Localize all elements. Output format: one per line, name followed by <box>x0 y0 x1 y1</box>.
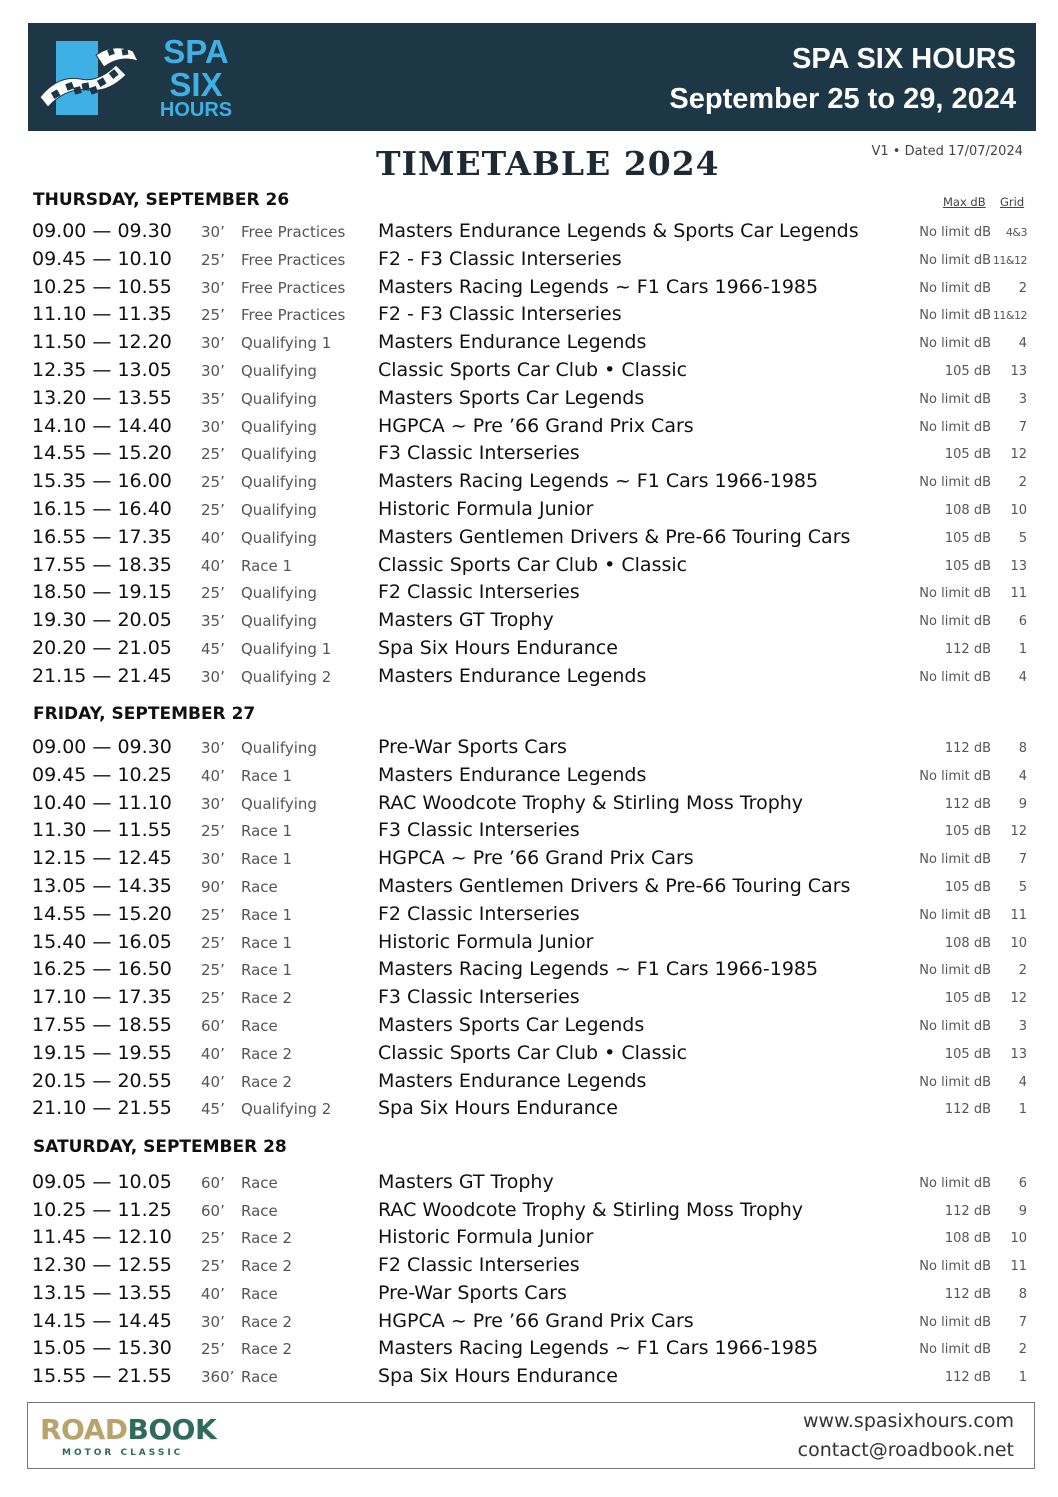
session-type: Race 2 <box>241 1312 293 1331</box>
schedule-row <box>0 1014 1058 1042</box>
max-db-value: No limit dB <box>919 1176 991 1191</box>
max-db-value: No limit dB <box>919 308 991 324</box>
grid-number: 7 <box>1018 852 1027 868</box>
grid-number: 13 <box>1010 364 1027 379</box>
session-time: 14.55 — 15.20 <box>32 442 172 465</box>
session-duration: 40’ <box>201 556 225 575</box>
max-db-value: 108 dB <box>944 1231 991 1247</box>
schedule-row <box>0 1365 1058 1393</box>
column-header-grid: Grid <box>1000 195 1025 209</box>
page-title: TIMETABLE 2024 <box>376 144 720 183</box>
session-time: 17.55 — 18.55 <box>32 1014 172 1036</box>
grid-number: 5 <box>1018 880 1027 895</box>
max-db-value: No limit dB <box>919 475 991 491</box>
session-duration: 25’ <box>201 584 225 603</box>
grid-number: 8 <box>1018 1286 1027 1302</box>
grid-number: 13 <box>1010 558 1027 574</box>
session-time: 21.15 — 21.45 <box>32 664 172 687</box>
schedule-row <box>0 764 1058 792</box>
session-type: Qualifying <box>241 584 317 603</box>
grid-number: 2 <box>1018 280 1027 296</box>
grid-number: 2 <box>1018 1342 1027 1358</box>
session-time: 14.15 — 14.45 <box>32 1309 172 1332</box>
session-time: 12.35 — 13.05 <box>32 359 172 381</box>
session-duration: 60’ <box>201 1174 225 1192</box>
event-title: SPA SIX HOURS <box>792 43 1016 75</box>
session-time: 16.55 — 17.35 <box>32 525 172 548</box>
race-name: F2 - F3 Classic Interseries <box>378 247 622 270</box>
race-name: Spa Six Hours Endurance <box>378 637 618 659</box>
grid-number: 11 <box>1010 1259 1027 1275</box>
session-time: 09.45 — 10.25 <box>32 763 172 786</box>
roadbook-subtitle: MOTOR CLASSIC <box>62 1448 184 1458</box>
session-duration: 40’ <box>201 1044 225 1063</box>
race-name: F2 Classic Interseries <box>378 902 580 925</box>
session-type: Race 1 <box>241 905 293 924</box>
session-type: Qualifying <box>241 794 317 813</box>
session-type: Qualifying 1 <box>241 640 332 658</box>
session-duration: 90’ <box>201 878 225 896</box>
session-duration: 60’ <box>201 1201 225 1220</box>
session-time: 11.30 — 11.55 <box>32 819 172 842</box>
schedule-row <box>0 1042 1058 1070</box>
schedule-row <box>0 554 1058 582</box>
schedule-row <box>0 331 1058 359</box>
grid-number: 1 <box>1018 1102 1027 1118</box>
session-time: 14.55 — 15.20 <box>32 902 172 925</box>
schedule-row <box>0 220 1058 248</box>
schedule-row <box>0 1310 1058 1338</box>
session-duration: 60’ <box>201 1017 225 1035</box>
race-name: Masters Racing Legends ~ F1 Cars 1966-1985 <box>378 275 819 298</box>
race-name: Spa Six Hours Endurance <box>378 1097 618 1120</box>
session-type: Race 2 <box>241 989 293 1008</box>
max-db-value: 112 dB <box>944 1102 991 1118</box>
max-db-value: 108 dB <box>944 935 991 951</box>
session-type: Race 2 <box>241 1044 293 1063</box>
grid-number: 4&3 <box>1005 226 1027 239</box>
session-time: 18.50 — 19.15 <box>32 581 172 604</box>
race-name: Masters Racing Legends ~ F1 Cars 1966-1985 <box>378 1337 819 1360</box>
max-db-value: No limit dB <box>919 225 991 240</box>
session-time: 21.10 — 21.55 <box>32 1097 172 1120</box>
grid-number: 10 <box>1010 935 1027 951</box>
max-db-value: No limit dB <box>919 614 991 630</box>
max-db-value: 105 dB <box>944 824 991 840</box>
grid-number: 4 <box>1018 768 1027 784</box>
max-db-value: No limit dB <box>919 669 991 685</box>
race-name: HGPCA ~ Pre ’66 Grand Prix Cars <box>378 847 694 870</box>
schedule-row <box>0 442 1058 470</box>
session-type: Race <box>241 1201 278 1220</box>
session-time: 20.15 — 20.55 <box>32 1069 172 1092</box>
schedule-row <box>0 1199 1058 1227</box>
schedule-row <box>0 986 1058 1014</box>
max-db-value: No limit dB <box>919 586 991 602</box>
session-type: Qualifying <box>241 612 317 631</box>
max-db-value: 105 dB <box>944 447 991 463</box>
session-duration: 30’ <box>201 362 225 380</box>
session-duration: 40’ <box>201 1284 225 1303</box>
race-name: F2 Classic Interseries <box>378 1254 580 1277</box>
session-time: 13.20 — 13.55 <box>32 386 172 409</box>
session-time: 15.05 — 15.30 <box>32 1337 172 1360</box>
schedule-row <box>0 303 1058 331</box>
race-name: Historic Formula Junior <box>378 498 594 520</box>
race-name: Masters GT Trophy <box>378 1171 554 1193</box>
max-db-value: No limit dB <box>919 1074 991 1090</box>
column-header-max-db: Max dB <box>943 195 986 209</box>
race-name: RAC Woodcote Trophy & Stirling Moss Trophy <box>378 1198 804 1221</box>
session-type: Race 2 <box>241 1072 293 1091</box>
session-type: Race 2 <box>241 1257 293 1276</box>
day-heading: FRIDAY, SEPTEMBER 27 <box>33 704 256 724</box>
max-db-value: 112 dB <box>944 1203 991 1219</box>
day-heading: THURSDAY, SEPTEMBER 26 <box>33 190 290 210</box>
max-db-value: No limit dB <box>919 391 991 407</box>
race-name: Spa Six Hours Endurance <box>378 1364 618 1387</box>
grid-number: 10 <box>1010 503 1027 518</box>
session-type: Qualifying <box>241 739 317 757</box>
session-type: Race 1 <box>241 766 293 785</box>
session-time: 13.05 — 14.35 <box>32 875 172 897</box>
grid-number: 4 <box>1018 1074 1027 1090</box>
schedule-row <box>0 792 1058 820</box>
logo-line-3: HOURS <box>159 99 233 121</box>
session-time: 09.05 — 10.05 <box>32 1171 172 1193</box>
max-db-value: 105 dB <box>944 558 991 574</box>
session-time: 10.25 — 11.25 <box>32 1198 172 1221</box>
max-db-value: No limit dB <box>919 1019 991 1034</box>
schedule-row <box>0 470 1058 498</box>
max-db-value: 105 dB <box>944 880 991 895</box>
session-type: Race 1 <box>241 961 293 980</box>
session-time: 12.15 — 12.45 <box>32 847 172 870</box>
grid-number: 9 <box>1018 796 1027 812</box>
session-duration: 25’ <box>201 501 225 519</box>
max-db-value: No limit dB <box>919 768 991 784</box>
session-duration: 30’ <box>201 334 225 353</box>
session-type: Free Practices <box>241 306 346 325</box>
schedule-row <box>0 637 1058 665</box>
max-db-value: No limit dB <box>919 280 991 296</box>
race-name: F3 Classic Interseries <box>378 442 580 465</box>
session-duration: 25’ <box>201 822 225 841</box>
max-db-value: No limit dB <box>919 252 991 268</box>
grid-number: 7 <box>1018 419 1027 435</box>
max-db-value: No limit dB <box>919 963 991 979</box>
grid-number: 13 <box>1010 1046 1027 1062</box>
session-type: Qualifying <box>241 501 317 519</box>
race-name: RAC Woodcote Trophy & Stirling Moss Trophy <box>378 791 804 814</box>
grid-number: 2 <box>1018 475 1027 491</box>
website-link[interactable]: www.spasixhours.com <box>803 1410 1014 1432</box>
session-duration: 25’ <box>201 1340 225 1359</box>
day-heading: SATURDAY, SEPTEMBER 28 <box>33 1137 287 1157</box>
race-name: F3 Classic Interseries <box>378 819 580 842</box>
max-db-value: No limit dB <box>919 907 991 923</box>
race-name: Masters Racing Legends ~ F1 Cars 1966-1985 <box>378 470 819 493</box>
session-type: Qualifying <box>241 445 317 464</box>
session-time: 14.10 — 14.40 <box>32 414 172 437</box>
max-db-value: 105 dB <box>944 1046 991 1062</box>
max-db-value: No limit dB <box>919 852 991 868</box>
event-dates: September 25 to 29, 2024 <box>669 83 1016 115</box>
race-name: F3 Classic Interseries <box>378 986 580 1009</box>
session-time: 20.20 — 21.05 <box>32 637 172 659</box>
session-duration: 40’ <box>201 528 225 547</box>
session-time: 09.00 — 09.30 <box>32 220 172 242</box>
schedule-row <box>0 498 1058 526</box>
session-type: Free Practices <box>241 278 346 297</box>
email-link[interactable]: contact@roadbook.net <box>797 1439 1014 1461</box>
session-duration: 30’ <box>201 417 225 436</box>
session-type: Race 2 <box>241 1229 293 1248</box>
grid-number: 7 <box>1018 1314 1027 1330</box>
schedule-row <box>0 903 1058 931</box>
grid-number: 12 <box>1010 824 1027 840</box>
session-type: Race 1 <box>241 850 293 869</box>
session-type: Race <box>241 1284 278 1303</box>
grid-number: 1 <box>1018 642 1027 657</box>
race-name: Classic Sports Car Club • Classic <box>378 553 688 576</box>
race-name: HGPCA ~ Pre ’66 Grand Prix Cars <box>378 414 694 437</box>
grid-number: 4 <box>1018 336 1027 352</box>
session-type: Free Practices <box>241 223 346 241</box>
session-duration: 30’ <box>201 278 225 297</box>
schedule-row <box>0 1226 1058 1254</box>
grid-number: 6 <box>1018 614 1027 630</box>
session-duration: 30’ <box>201 1312 225 1331</box>
session-duration: 35’ <box>201 389 225 408</box>
session-duration: 30’ <box>201 794 225 813</box>
logo-line-2: SIX <box>169 66 223 103</box>
race-name: Masters GT Trophy <box>378 609 554 632</box>
schedule-row <box>0 359 1058 387</box>
schedule-row <box>0 736 1058 764</box>
max-db-value: 112 dB <box>944 1286 991 1302</box>
race-name: Masters Endurance Legends <box>378 1069 647 1092</box>
session-type: Race 2 <box>241 1340 293 1359</box>
roadbook-logo <box>40 1413 216 1446</box>
grid-number: 9 <box>1018 1203 1027 1219</box>
race-name: Pre-War Sports Cars <box>378 1281 567 1304</box>
race-name: Masters Gentlemen Drivers & Pre-66 Touring Cars <box>378 525 851 548</box>
session-duration: 45’ <box>201 1100 225 1119</box>
schedule-row <box>0 1282 1058 1310</box>
session-type: Qualifying 2 <box>241 1100 332 1119</box>
max-db-value: 108 dB <box>944 503 991 518</box>
schedule-row <box>0 1097 1058 1125</box>
max-db-value: No limit dB <box>919 1314 991 1330</box>
session-time: 09.00 — 09.30 <box>32 736 172 758</box>
session-duration: 30’ <box>201 223 225 241</box>
grid-number: 11 <box>1010 907 1027 923</box>
race-name: Historic Formula Junior <box>378 930 594 953</box>
session-type: Qualifying <box>241 362 317 380</box>
session-duration: 25’ <box>201 1257 225 1276</box>
race-name: Masters Endurance Legends & Sports Car Legends <box>378 220 859 242</box>
checkered-flag-icon <box>38 35 148 121</box>
race-name: Historic Formula Junior <box>378 1226 594 1249</box>
session-duration: 40’ <box>201 1072 225 1091</box>
race-name: HGPCA ~ Pre ’66 Grand Prix Cars <box>378 1309 694 1332</box>
schedule-row <box>0 609 1058 637</box>
grid-number: 12 <box>1010 991 1027 1007</box>
session-duration: 40’ <box>201 766 225 785</box>
max-db-value: 112 dB <box>944 642 991 657</box>
session-type: Race 1 <box>241 822 293 841</box>
session-time: 19.30 — 20.05 <box>32 609 172 632</box>
schedule-row <box>0 665 1058 693</box>
max-db-value: No limit dB <box>919 1342 991 1358</box>
session-time: 09.45 — 10.10 <box>32 247 172 270</box>
session-time: 11.50 — 12.20 <box>32 331 172 354</box>
session-duration: 30’ <box>201 739 225 757</box>
logo-wordmark <box>146 35 246 120</box>
grid-number: 11&12 <box>992 309 1027 323</box>
session-duration: 25’ <box>201 933 225 952</box>
session-type: Qualifying <box>241 473 317 492</box>
session-duration: 25’ <box>201 989 225 1008</box>
session-type: Qualifying <box>241 528 317 547</box>
session-type: Free Practices <box>241 250 346 269</box>
session-time: 10.25 — 10.55 <box>32 275 172 298</box>
session-time: 13.15 — 13.55 <box>32 1281 172 1304</box>
session-type: Qualifying 2 <box>241 667 332 686</box>
grid-number: 6 <box>1018 1176 1027 1191</box>
schedule-row <box>0 931 1058 959</box>
race-name: Masters Endurance Legends <box>378 664 647 687</box>
session-type: Race <box>241 1017 278 1035</box>
max-db-value: 105 dB <box>944 530 991 546</box>
schedule-row <box>0 581 1058 609</box>
session-type: Qualifying <box>241 389 317 408</box>
race-name: Masters Sports Car Legends <box>378 386 645 409</box>
race-name: Masters Gentlemen Drivers & Pre-66 Touring Cars <box>378 875 851 897</box>
race-name: Masters Sports Car Legends <box>378 1014 645 1036</box>
race-name: F2 - F3 Classic Interseries <box>378 303 622 326</box>
schedule-row <box>0 276 1058 304</box>
session-duration: 25’ <box>201 445 225 464</box>
footer <box>27 1402 1035 1469</box>
session-type: Qualifying <box>241 417 317 436</box>
roadbook-logo-book: BOOK <box>127 1413 217 1446</box>
session-duration: 35’ <box>201 612 225 631</box>
session-duration: 25’ <box>201 961 225 980</box>
session-duration: 25’ <box>201 250 225 269</box>
race-name: Classic Sports Car Club • Classic <box>378 1041 688 1064</box>
session-type: Race <box>241 1367 278 1386</box>
race-name: Classic Sports Car Club • Classic <box>378 359 688 381</box>
session-duration: 360’ <box>201 1367 235 1386</box>
roadbook-logo-road: ROAD <box>40 1413 128 1446</box>
session-type: Qualifying 1 <box>241 334 332 353</box>
grid-number: 11&12 <box>992 253 1027 267</box>
max-db-value: No limit dB <box>919 419 991 435</box>
grid-number: 3 <box>1018 1019 1027 1034</box>
max-db-value: No limit dB <box>919 336 991 352</box>
session-duration: 25’ <box>201 905 225 924</box>
grid-number: 5 <box>1018 530 1027 546</box>
session-duration: 25’ <box>201 1229 225 1248</box>
race-name: Masters Racing Legends ~ F1 Cars 1966-1985 <box>378 958 819 981</box>
schedule-row <box>0 819 1058 847</box>
grid-number: 11 <box>1010 586 1027 602</box>
grid-number: 1 <box>1018 1369 1027 1385</box>
max-db-value: 105 dB <box>944 364 991 379</box>
max-db-value: 112 dB <box>944 796 991 812</box>
session-duration: 25’ <box>201 306 225 325</box>
schedule-row <box>0 1070 1058 1098</box>
max-db-value: 112 dB <box>944 741 991 756</box>
session-duration: 30’ <box>201 667 225 686</box>
session-time: 11.45 — 12.10 <box>32 1226 172 1249</box>
grid-number: 4 <box>1018 669 1027 685</box>
session-type: Race <box>241 1174 278 1192</box>
header-banner <box>28 23 1036 131</box>
session-time: 16.25 — 16.50 <box>32 958 172 981</box>
session-time: 12.30 — 12.55 <box>32 1254 172 1277</box>
max-db-value: No limit dB <box>919 1259 991 1275</box>
schedule-row <box>0 875 1058 903</box>
spa-six-hours-logo <box>38 35 238 121</box>
race-name: Masters Endurance Legends <box>378 763 647 786</box>
grid-number: 8 <box>1018 741 1027 756</box>
schedule-row <box>0 248 1058 276</box>
schedule-row <box>0 958 1058 986</box>
schedule-row <box>0 847 1058 875</box>
session-type: Race 1 <box>241 933 293 952</box>
version-label: V1 • Dated 17/07/2024 <box>871 144 1023 159</box>
logo-line-1: SPA <box>163 33 229 70</box>
race-name: Masters Endurance Legends <box>378 331 647 354</box>
session-time: 10.40 — 11.10 <box>32 791 172 814</box>
schedule-row <box>0 1254 1058 1282</box>
session-time: 11.10 — 11.35 <box>32 303 172 326</box>
grid-number: 10 <box>1010 1231 1027 1247</box>
schedule-row <box>0 1171 1058 1199</box>
race-name: Pre-War Sports Cars <box>378 736 567 758</box>
session-time: 17.10 — 17.35 <box>32 986 172 1009</box>
grid-number: 2 <box>1018 963 1027 979</box>
max-db-value: 105 dB <box>944 991 991 1007</box>
session-time: 15.55 — 21.55 <box>32 1364 172 1387</box>
session-type: Race <box>241 878 278 896</box>
session-duration: 30’ <box>201 850 225 869</box>
max-db-value: 112 dB <box>944 1369 991 1385</box>
grid-number: 3 <box>1018 391 1027 407</box>
session-type: Race 1 <box>241 556 293 575</box>
session-time: 17.55 — 18.35 <box>32 553 172 576</box>
schedule-row <box>0 387 1058 415</box>
session-time: 15.35 — 16.00 <box>32 470 172 493</box>
schedule-row <box>0 415 1058 443</box>
race-name: F2 Classic Interseries <box>378 581 580 604</box>
session-time: 15.40 — 16.05 <box>32 930 172 953</box>
grid-number: 12 <box>1010 447 1027 463</box>
session-duration: 25’ <box>201 473 225 492</box>
session-time: 19.15 — 19.55 <box>32 1041 172 1064</box>
schedule-row <box>0 526 1058 554</box>
session-time: 16.15 — 16.40 <box>32 498 172 520</box>
schedule-row <box>0 1337 1058 1365</box>
session-duration: 45’ <box>201 640 225 658</box>
